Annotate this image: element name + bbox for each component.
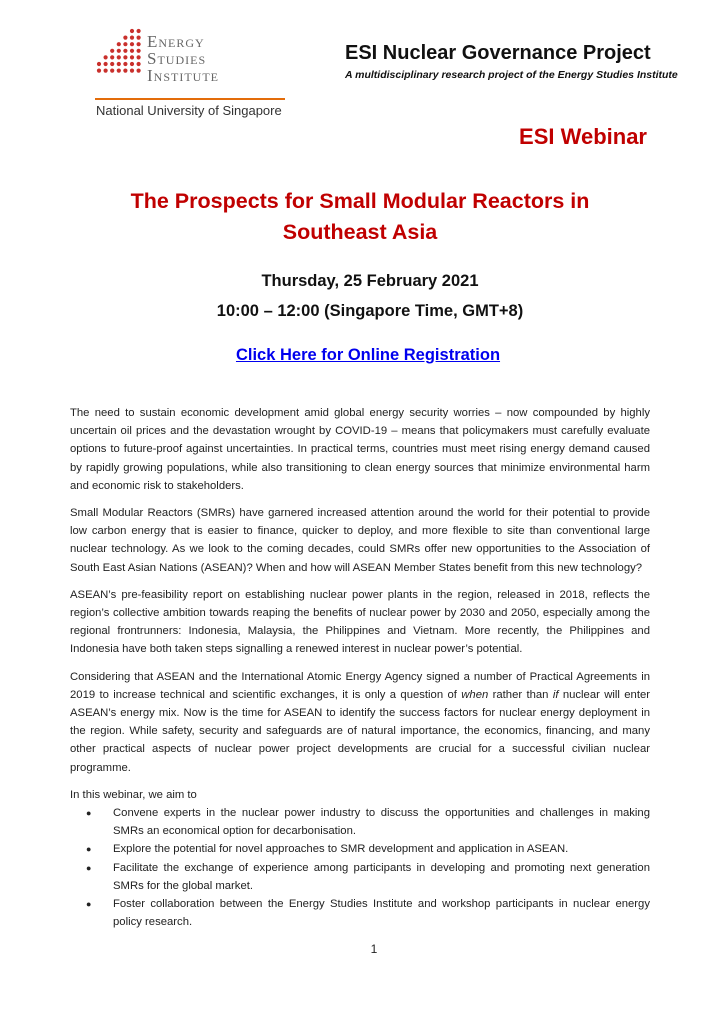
logo-dot [137, 62, 141, 66]
logo-dot [104, 55, 108, 59]
logo-dot [137, 69, 141, 73]
text-run: rather than [488, 688, 553, 701]
body-text [70, 404, 650, 931]
logo-dot [110, 55, 114, 59]
logo-dot [104, 69, 108, 73]
event-title-line: Southeast Asia [282, 220, 438, 244]
university-name: National University of Singapore [96, 103, 282, 118]
paragraph: ASEAN’s pre-feasibility report on establishing nuclear power plants in the region, released in 2018, reflects the region’s collective ambition towards reaping the benefits of nuclear power by 2030 and 2050, especially among the regional frontrunners: Indonesia, Malaysia, the Philippines and Vietnam. More recently, the Philippines and Indonesia have both taken steps signalling a renewed interest in nuclear power’s potential. [70, 588, 650, 656]
project-title: ESI Nuclear Governance Project [345, 42, 651, 64]
logo-dot [97, 62, 101, 66]
page-number: 1 [370, 942, 378, 956]
logo-dot [130, 62, 134, 66]
logo-dot [117, 69, 121, 73]
logo-dot [123, 36, 127, 40]
logo-dot [130, 55, 134, 59]
paragraph [70, 668, 650, 777]
logo-name [147, 33, 219, 84]
esi-logo [95, 27, 285, 119]
logo-name-line: Institute [147, 66, 219, 85]
logo-dot [137, 36, 141, 40]
logo-dot [117, 42, 121, 46]
logo-dot [123, 49, 127, 53]
logo-name-line: Energy [147, 32, 205, 51]
logo-dot [110, 49, 114, 53]
logo-name-line: Studies [147, 49, 207, 68]
emphasis: when [461, 688, 489, 701]
logo-dot [104, 62, 108, 66]
logo-dot [130, 49, 134, 53]
text-run: nuclear will enter ASEAN’s energy mix. Now is the time for ASEAN to identify the success factors for nuclear energy deployment in the region. While safety, security and safeguards are of natural importance, the economics, financing, and many other practical aspects of nuclear power project developments are crucial for a successful civilian nuclear programme. [70, 688, 650, 774]
logo-dot [130, 36, 134, 40]
logo-dot [110, 69, 114, 73]
logo-dot [117, 49, 121, 53]
list-item: ● Foster collaboration between the Energy Studies Institute and workshop participants in nuclear energy policy research. [86, 895, 650, 931]
logo-dot [137, 55, 141, 59]
logo-dot [130, 69, 134, 73]
logo-divider [95, 98, 285, 100]
logo-dot [117, 55, 121, 59]
logo-dot [137, 42, 141, 46]
logo-dot [117, 62, 121, 66]
aims-list [70, 804, 650, 931]
list-item: ● Convene experts in the nuclear power industry to discuss the opportunities and challenges in making SMRs an economical option for decarbonisation. [86, 804, 650, 840]
aims-intro: In this webinar, we aim to [70, 788, 197, 801]
text-run: Considering that ASEAN and the International Atomic Energy Agency signed a number of Practical Agreements in 2019 to increase technical and scientific exchanges, it is only a question of [70, 670, 650, 701]
logo-dot [123, 62, 127, 66]
logo-dot [110, 62, 114, 66]
list-item: ● Explore the potential for novel approaches to SMR development and application in ASEAN. [86, 840, 650, 858]
registration [0, 346, 720, 365]
registration-link[interactable]: Click Here for Online Registration [235, 346, 501, 364]
event-title [0, 186, 720, 248]
emphasis: if [552, 688, 559, 701]
logo-dot [137, 29, 141, 33]
logo-dot-grid-icon [95, 27, 143, 79]
list-item: ● Facilitate the exchange of experience among participants in developing and promoting next generation SMRs for the global market. [86, 859, 650, 895]
logo-dot [123, 42, 127, 46]
event-time: 10:00 – 12:00 (Singapore Time, GMT+8) [216, 302, 524, 320]
logo-dot [123, 55, 127, 59]
paragraph: Small Modular Reactors (SMRs) have garnered increased attention around the world for their potential to provide low carbon energy that is easier to finance, quicker to deploy, and more flexible to site than conventional large nuclear technology. As we look to the coming decades, could SMRs offer new opportunities to the Association of South East Asian Nations (ASEAN)? When and how will ASEAN Member States benefit from this new technology? [70, 507, 650, 574]
logo-dot [130, 29, 134, 33]
event-date: Thursday, 25 February 2021 [261, 272, 479, 290]
logo-dot [130, 42, 134, 46]
event-title-line: The Prospects for Small Modular Reactors in [130, 189, 590, 213]
project-subtitle: A multidisciplinary research project of the Energy Studies Institute [345, 69, 678, 81]
logo-dot [97, 69, 101, 73]
logo-dot [137, 49, 141, 53]
logo-dot [123, 69, 127, 73]
webinar-label: ESI Webinar [519, 124, 647, 149]
paragraph: The need to sustain economic development amid global energy security worries – now compounded by highly uncertain oil prices and the devastation wrought by COVID-19 – means that policymakers must carefully evaluate options to future-proof against uncertainties. In practical terms, countries must meet rising energy demand caused by rapidly growing populations, while also transitioning to clean energy sources that minimize environmental harm and economic risk to stakeholders. [70, 407, 650, 492]
